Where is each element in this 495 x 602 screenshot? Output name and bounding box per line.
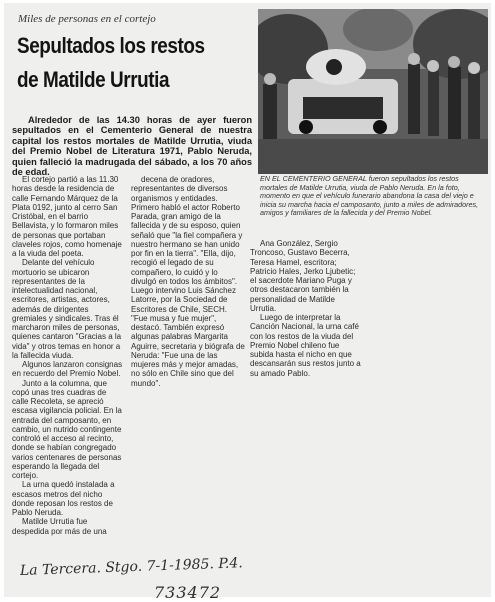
paragraph: Matilde Urrutia fue despedida por más de una [12, 517, 107, 536]
funeral-procession-photo [258, 9, 488, 174]
paragraph: decena de oradores, representantes de diversos organismos y entidades. Primero habló el actor Roberto Parada, gran amigo de la fallecida y de su esposo, quien señaló que "la fiel compañera y nuestro hermano se han unido por fin en la tierra". "Ella, dijo, recogió el legado de su compañero, lo cuidó y lo divulgó en todos los ámbitos". Luego intervino Luis Sánchez Latorre, por la Sociedad de Escritores de Chile, SECH. "Fue musa y fue mujer", destacó. También expresó algunas palabras Margarita Aguirre, secretaria y biógrafa de Neruda: "Fue una de las mujeres más y mejor amadas, no sólo en Chile sino que del mundo". [131, 175, 245, 388]
article-column-1 [12, 175, 124, 536]
paragraph: El cortejo partió a las 11.30 horas desde la residencia de calle Fernando Márquez de la Plata 0192, junto al cerro San Cristóbal, en el barrio Bellavista, y lo formaron miles de personas que portaban claveles rojos, como homenaje a la viuda del poeta. [12, 175, 122, 258]
paragraph: La urna quedó instalada a escasos metros del nicho donde reposan los restos de Pablo Neruda. [12, 480, 115, 517]
handwritten-source-note: La Tercera. Stgo. 7-1-1985. P.4. [19, 555, 244, 579]
article-column-2 [131, 175, 245, 388]
photo-image [258, 9, 488, 174]
handwritten-number: 733472 [154, 583, 222, 602]
paragraph: Delante del vehículo mortuorio se ubicaron representantes de la intelectualidad nacional, escritores, artistas, actores, además de dirigentes gremiales y sindicales. Tras él marcharon miles de personas, quienes cantaron "Gracias a la vida" y otros temas en honor a la fallecida viuda. [12, 258, 122, 360]
photo-caption: EN EL CEMENTERIO GENERAL fueron sepultados los restos mortales de Matilde Urrutia, viuda de Pablo Neruda. En la foto, momento en que el vehículo funerario abandona la casa del viejo e inicia su marcha hacia el camposanto, junto a miles de admiradores, amigos y familiares de la fallecida y del Premio Nobel. [260, 174, 479, 217]
paragraph: Luego de interpretar la Canción Nacional, la urna café con los restos de la viuda del Premio Nobel chileno fue subida hasta el nicho en que descansarán sus restos junto a su amado Pablo. [250, 313, 361, 378]
paragraph: Ana González, Sergio Troncoso, Gustavo Becerra, Teresa Hamel, escritora; Patricio Hales, Jerko Ljubetic; el sacerdote Mariano Puga y otros destacaron también la personalidad de Matilde Urrutia. [250, 239, 356, 313]
paragraph: Junto a la columna, que copó unas tres cuadras de calle Recoleta, se apreció escasa vigilancia policial. En la entrada del camposanto, en cambio, un nutrido contingente controló el acceso al recinto, donde se habían congregado varios centenares de personas esperando la llegada del cortejo. [12, 378, 122, 480]
article-column-3 [250, 230, 362, 378]
newspaper-clipping [4, 3, 491, 602]
paragraph: Algunos lanzaron consignas en recuerdo del Premio Nobel. [12, 360, 123, 379]
article-kicker: Miles de personas en el cortejo [18, 13, 156, 25]
headline-line-1: Sepultados los restos [17, 33, 205, 58]
article-lede: Alrededor de las 14.30 horas de ayer fueron sepultados en el Cementerio General de nuestra capital los restos mortales de Matilde Urrutia, viuda del Premio Nobel de Literatura 1971, Pablo Neruda, quien falleció la madrugada del sábado, a los 70 años de edad. [12, 115, 252, 178]
headline-line-2: de Matilde Urrutia [17, 67, 170, 92]
